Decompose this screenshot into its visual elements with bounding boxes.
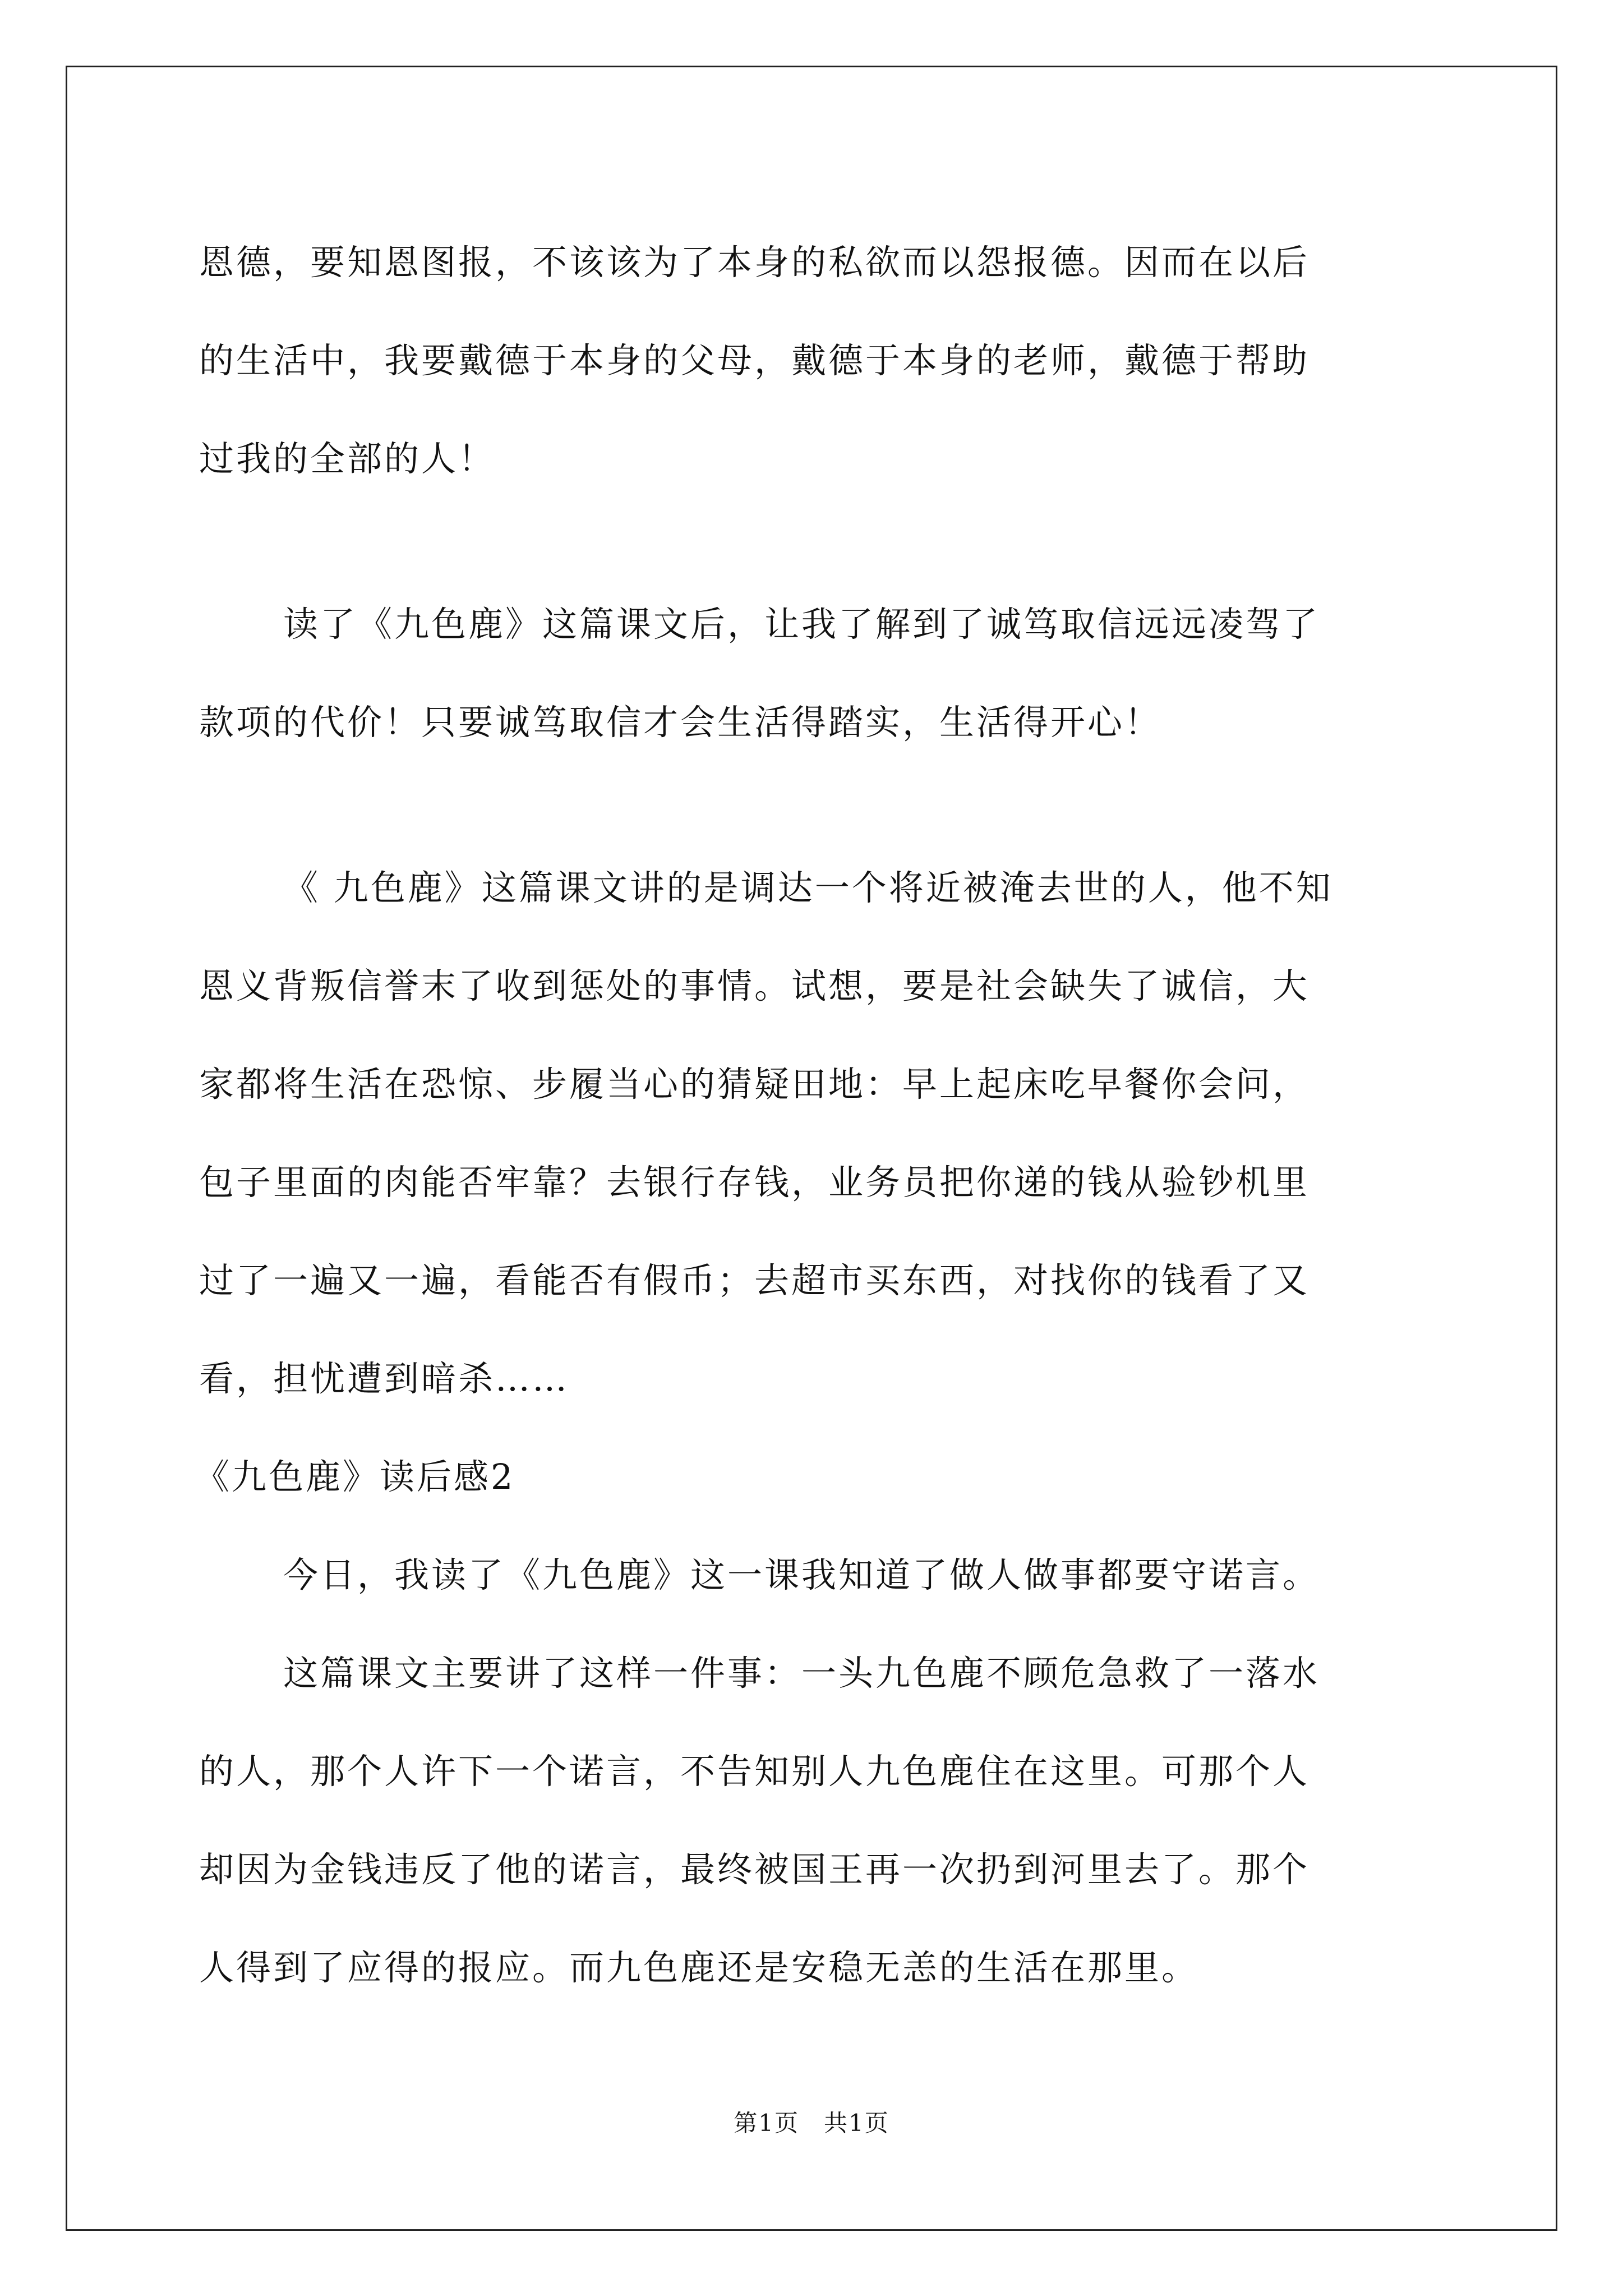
page-number-footer: 第1页 共1页 bbox=[734, 2109, 889, 2137]
paragraph bbox=[199, 213, 1427, 508]
paragraph bbox=[199, 1526, 1427, 1624]
text-line: 家都将生活在恐惊、步履当心的猜疑田地：早上起床吃早餐你会问， bbox=[199, 1064, 1310, 1105]
document-body bbox=[195, 213, 1427, 2017]
paragraph bbox=[199, 1624, 1427, 2017]
text-line: 包子里面的肉能否牢靠？去银行存钱，业务员把你递的钱从验钞机里 bbox=[199, 1162, 1310, 1203]
text-line: 恩德，要知恩图报，不该该为了本身的私欲而以怨报德。因而在以后 bbox=[199, 242, 1310, 283]
text-line: 人得到了应得的报应。而九色鹿还是安稳无恙的生活在那里。 bbox=[199, 1947, 1199, 1988]
text-line: 《 九色鹿》这篇课文讲的是调达一个将近被淹去世的人，他不知 bbox=[283, 867, 1333, 908]
paragraph bbox=[199, 575, 1427, 771]
text-line: 的生活中，我要戴德于本身的父母，戴德于本身的老师，戴德于帮助 bbox=[199, 340, 1310, 381]
text-line: 读了《九色鹿》这篇课文后，让我了解到了诚笃取信远远凌驾了 bbox=[283, 604, 1320, 645]
text-line: 款项的代价！只要诚笃取信才会生活得踏实，生活得开心！ bbox=[199, 702, 1162, 743]
text-line: 过我的全部的人！ bbox=[199, 438, 496, 479]
text-line: 过了一遍又一遍，看能否有假币；去超市买东西，对找你的钱看了又 bbox=[199, 1260, 1310, 1301]
text-line: 看，担忧遭到暗杀…… bbox=[199, 1358, 570, 1399]
paragraph bbox=[199, 839, 1427, 1428]
text-line: 的人，那个人许下一个诺言，不告知别人九色鹿住在这里。可那个人 bbox=[199, 1751, 1310, 1792]
text-line: 这篇课文主要讲了这样一件事：一头九色鹿不顾危急救了一落水 bbox=[283, 1653, 1320, 1694]
text-line: 却因为金钱违反了他的诺言，最终被国王再一次扔到河里去了。那个 bbox=[199, 1849, 1310, 1890]
text-line: 恩义背叛信誉末了收到惩处的事情。试想，要是社会缺失了诚信，大 bbox=[199, 965, 1310, 1006]
text-line: 今日，我读了《九色鹿》这一课我知道了做人做事都要守诺言。 bbox=[283, 1554, 1320, 1595]
section-heading: 《九色鹿》读后感2 bbox=[195, 1456, 515, 1497]
